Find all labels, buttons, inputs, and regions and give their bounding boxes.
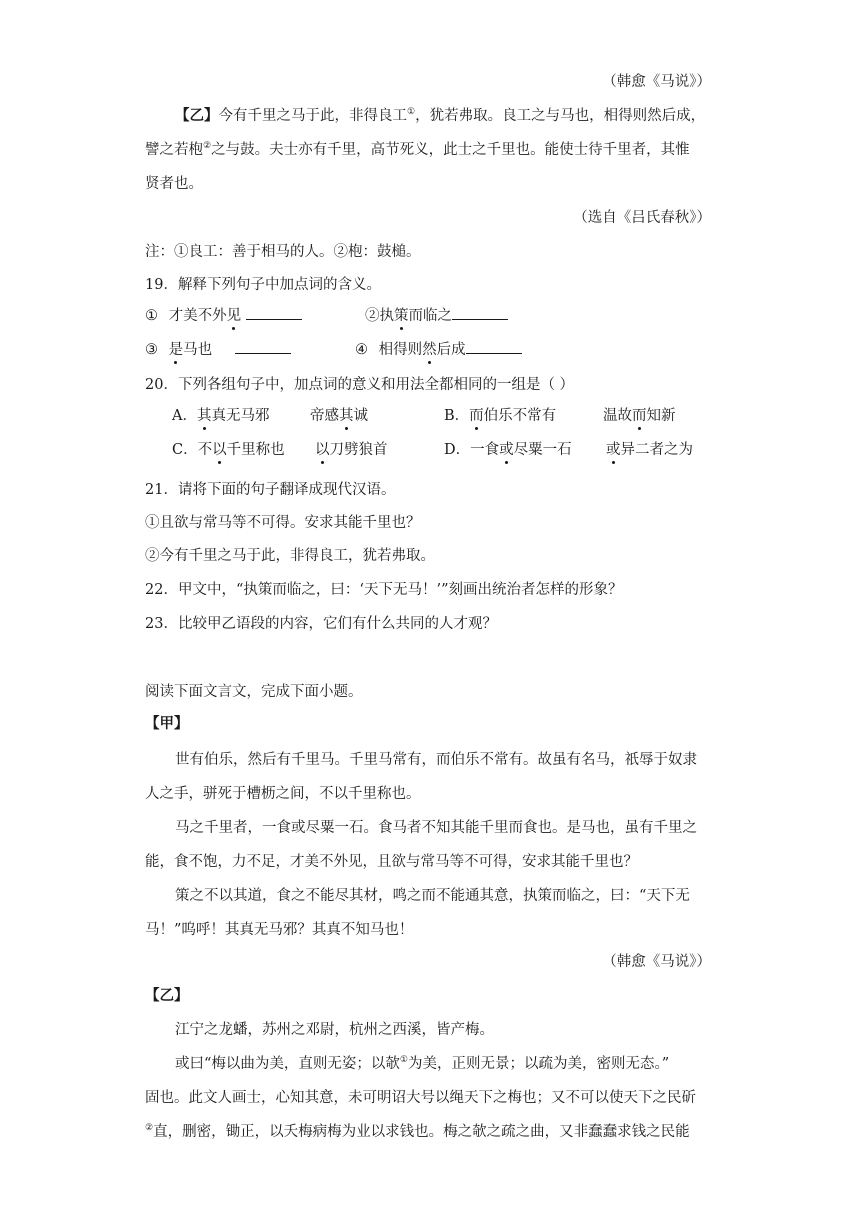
- q21-sentence-2: ②今有千里之马于此，非得良工，犹若弗取。: [145, 548, 435, 564]
- yi-line-2: [145, 140, 690, 160]
- yi-l2a: 譬之若枹: [145, 142, 203, 158]
- q21-sentence-1: ①且欲与常马等不可得。安求其能千里也？: [145, 515, 421, 531]
- source-han-yu-2: （韩愈《马说》）: [602, 954, 711, 970]
- q19-i4-dot: 然: [422, 342, 437, 358]
- a1-post: 真无马邪: [211, 408, 270, 424]
- q19-title: 19．解释下列句子中加点词的含义。: [145, 277, 381, 293]
- jia-p1a: 世有伯乐，然后有千里马。千里马常有，而伯乐不常有。故虽有名马，祇辱于奴隶: [175, 752, 697, 768]
- option-b-label: B．: [444, 408, 470, 424]
- source-han-yu-1: （韩愈《马说》）: [602, 74, 711, 90]
- q19-i1-num: ①: [145, 308, 158, 324]
- footnote-3: ①: [399, 1055, 408, 1066]
- q20-option-d[interactable]: [444, 440, 572, 460]
- answer-blank-3[interactable]: [235, 340, 291, 354]
- q19-i1-dot: 见: [226, 308, 242, 324]
- c1-dot: 以: [212, 442, 227, 458]
- q20-option-b-2: [603, 406, 676, 426]
- d2-post: 异二者之为: [620, 442, 693, 458]
- q20-title: 20．下列各组句子中，加点词的意义和用法全都相同的一组是（ ）: [145, 377, 575, 393]
- yi-l1a: 今有千里之马于此，非得良工: [218, 108, 407, 124]
- q20-option-a-2: [310, 406, 368, 426]
- yi2-p2b: 固也。此文人画士，心知其意，未可明诏大号以绳天下之梅也；又不可以使天下之民斫: [145, 1090, 696, 1106]
- yi2-p1: 江宁之龙蟠，苏州之邓尉，杭州之西溪，皆产梅。: [175, 1022, 494, 1038]
- q19-i1-pre: 才美不外: [168, 308, 227, 324]
- footnote-2: ②: [203, 141, 212, 152]
- d1-post: 尽粟一石: [513, 442, 572, 458]
- b1-dot: 而: [469, 408, 484, 424]
- q19-item-1: [145, 306, 302, 326]
- option-d-label: D．: [444, 442, 471, 458]
- q19-i3-num: ③: [145, 342, 158, 358]
- footnote-4: ②: [145, 1123, 154, 1134]
- q19-i2-pre: ②执: [365, 308, 394, 324]
- d2-dot: 或: [606, 442, 621, 458]
- b1-post: 伯乐不常有: [483, 408, 557, 424]
- q19-item-2: [365, 306, 508, 326]
- yi-line-3: 贤者也。: [145, 176, 203, 192]
- q19-i4-post: 后成: [436, 342, 466, 358]
- q19-i3-post: 马也: [183, 342, 213, 358]
- q20-option-d-2: [606, 440, 693, 460]
- jia-p1b: 人之手，骈死于槽枥之间，不以千里称也。: [145, 786, 421, 802]
- note: 注：①良工：善于相马的人。②枹：鼓槌。: [145, 244, 421, 260]
- jia-header: 【甲】: [145, 715, 189, 732]
- answer-blank-2[interactable]: [452, 306, 508, 320]
- q20-option-c[interactable]: [172, 440, 285, 460]
- jia-p2b: 能，食不饱，力不足，才美不外见，且欲与常马等不可得，安求其能千里也？: [145, 854, 638, 870]
- a1-dot: 其: [196, 408, 212, 424]
- q19-item-4: [355, 340, 522, 360]
- q20-option-b[interactable]: [444, 406, 556, 426]
- intro-2: 阅读下面文言文，完成下面小题。: [145, 684, 363, 700]
- b2-dot: 而: [632, 408, 647, 424]
- answer-blank-4[interactable]: [466, 340, 522, 354]
- source-lvshi: （选自《吕氏春秋》）: [573, 210, 711, 226]
- yi2-p2a: [175, 1054, 669, 1074]
- yi2-header: 【乙】: [145, 987, 189, 1004]
- q20-option-c-2: [315, 440, 388, 460]
- yi2-p2c: [145, 1122, 690, 1142]
- a2-dot: 其: [339, 408, 354, 424]
- yi2-p2c-text: 直，删密，锄正，以夭梅病梅为业以求钱也。梅之欹之疏之曲，又非蠢蠢求钱之民能: [153, 1124, 690, 1140]
- d1-pre: 一食: [470, 442, 500, 458]
- jia-p3a: 策之不以其道，食之不能尽其材，鸣之而不能通其意，执策而临之，曰：“天下无: [175, 888, 690, 904]
- option-a-label: A．: [172, 408, 197, 424]
- option-c-label: C．: [172, 442, 198, 458]
- yi2-p2a-b: 为美，正则无景；以疏为美，密则无态。”: [408, 1056, 670, 1072]
- yi-bracket: 【乙】: [175, 107, 219, 124]
- q21-title: 21．请将下面的句子翻译成现代汉语。: [145, 482, 396, 498]
- q19-i4-num: ④: [355, 342, 368, 358]
- yi-l2b: 之与鼓。夫士亦有千里，高节死义，此士之千里也。能使士待千里者，其惟: [211, 142, 690, 158]
- yi-line-1: [175, 106, 705, 126]
- yi2-p2a-a: 或曰“梅以曲为美，直则无姿；以欹: [175, 1056, 400, 1072]
- jia-p2a: 马之千里者，一食或尽粟一石。食马者不知其能千里而食也。是马也，虽有千里之: [175, 820, 697, 836]
- a2-post: 诚: [353, 408, 368, 424]
- b2-post: 知新: [646, 408, 676, 424]
- c2-post: 刀劈狼首: [329, 442, 388, 458]
- yi-l1b: ，犹若弗取。良工之与马也，相得则然后成，: [415, 108, 706, 124]
- q23: 23．比较甲乙语段的内容，它们有什么共同的人才观？: [145, 616, 497, 632]
- c1-post: 千里称也: [226, 442, 285, 458]
- q19-i4-pre: 相得则: [378, 342, 423, 358]
- jia-p3b: 马！”呜呼！其真无马邪？其真不知马也！: [145, 922, 414, 938]
- c1-pre: 不: [197, 442, 213, 458]
- c2-dot: 以: [315, 442, 330, 458]
- q19-i2-post: 而临之: [408, 308, 452, 324]
- a2-pre: 帝感: [310, 408, 339, 424]
- q19-i3-dot: 是: [168, 342, 184, 358]
- q20-option-a[interactable]: [172, 406, 269, 426]
- footnote-1: ①: [407, 107, 416, 118]
- q19-item-3: [145, 340, 291, 360]
- answer-blank-1[interactable]: [246, 306, 302, 320]
- d1-dot: 或: [499, 442, 514, 458]
- q19-i2-dot: 策: [394, 308, 409, 324]
- b2-pre: 温故: [603, 408, 632, 424]
- q22: 22．甲文中，“执策而临之，曰：‘天下无马！’”刻画出统治者怎样的形象？: [145, 582, 623, 598]
